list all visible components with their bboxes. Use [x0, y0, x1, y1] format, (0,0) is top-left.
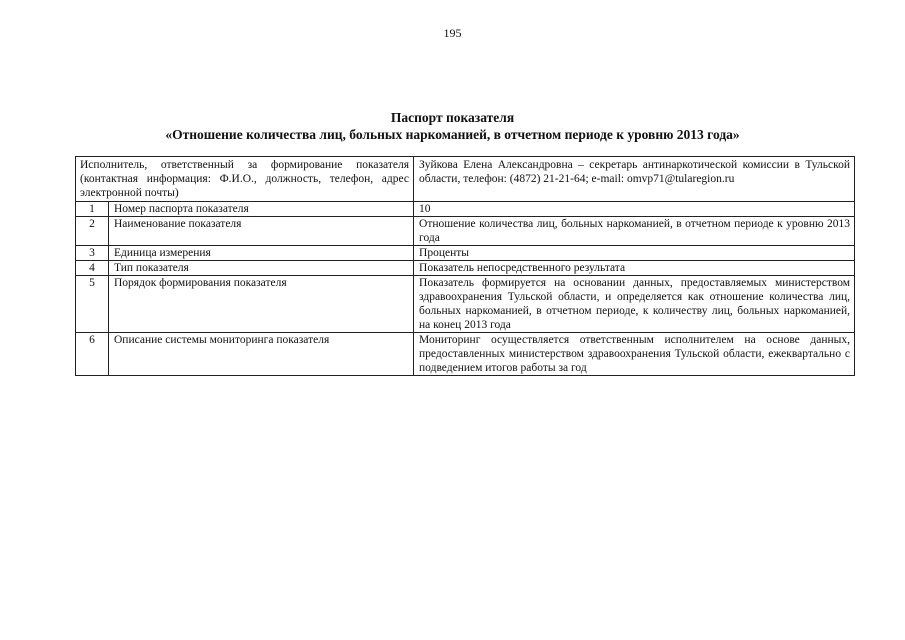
row-name: Номер паспорта показателя — [109, 202, 414, 217]
page-number: 195 — [443, 26, 462, 40]
row-number: 3 — [76, 246, 109, 261]
row-name: Наименование показателя — [109, 217, 414, 246]
responsible-value: Зуйкова Елена Александровна – секретарь антинаркотической комиссии в Тульской области, телефон: (4872) 21-21-64; e-mail: omvp71@tularegion.ru — [414, 157, 855, 202]
indicator-passport-table — [75, 156, 855, 376]
row-value: Проценты — [414, 246, 855, 261]
table-row — [76, 333, 855, 376]
row-name: Порядок формирования показателя — [109, 276, 414, 333]
document-title — [0, 109, 905, 143]
row-number: 4 — [76, 261, 109, 276]
row-value: Показатель формируется на основании данных, предоставляемых министерством здравоохранения Тульской области, и определяется как отношение количества лиц, больных наркоманией, в отчетном периоде, к количеству лиц, больных наркоманией, на конец 2013 года — [414, 276, 855, 333]
row-value: Отношение количества лиц, больных наркоманией, в отчетном периоде к уровню 2013 года — [414, 217, 855, 246]
responsible-label: Исполнитель, ответственный за формирование показателя (контактная информация: Ф.И.О., должность, телефон, адрес электронной почты) — [76, 157, 414, 202]
table-row-responsible — [76, 157, 855, 202]
table-row — [76, 217, 855, 246]
row-number: 5 — [76, 276, 109, 333]
row-name: Единица измерения — [109, 246, 414, 261]
table-row — [76, 276, 855, 333]
row-number: 6 — [76, 333, 109, 376]
row-name: Тип показателя — [109, 261, 414, 276]
row-value: 10 — [414, 202, 855, 217]
row-number: 2 — [76, 217, 109, 246]
table-row — [76, 261, 855, 276]
table-row — [76, 202, 855, 217]
row-value: Показатель непосредственного результата — [414, 261, 855, 276]
title-line-2: «Отношение количества лиц, больных наркоманией, в отчетном периоде к уровню 2013 года» — [165, 127, 740, 142]
row-number: 1 — [76, 202, 109, 217]
row-name: Описание системы мониторинга показателя — [109, 333, 414, 376]
table-row — [76, 246, 855, 261]
row-value: Мониторинг осуществляется ответственным исполнителем на основе данных, предоставленных министерством здравоохранения Тульской области, ежеквартально с подведением итогов работы за год — [414, 333, 855, 376]
title-line-1: Паспорт показателя — [390, 110, 515, 125]
